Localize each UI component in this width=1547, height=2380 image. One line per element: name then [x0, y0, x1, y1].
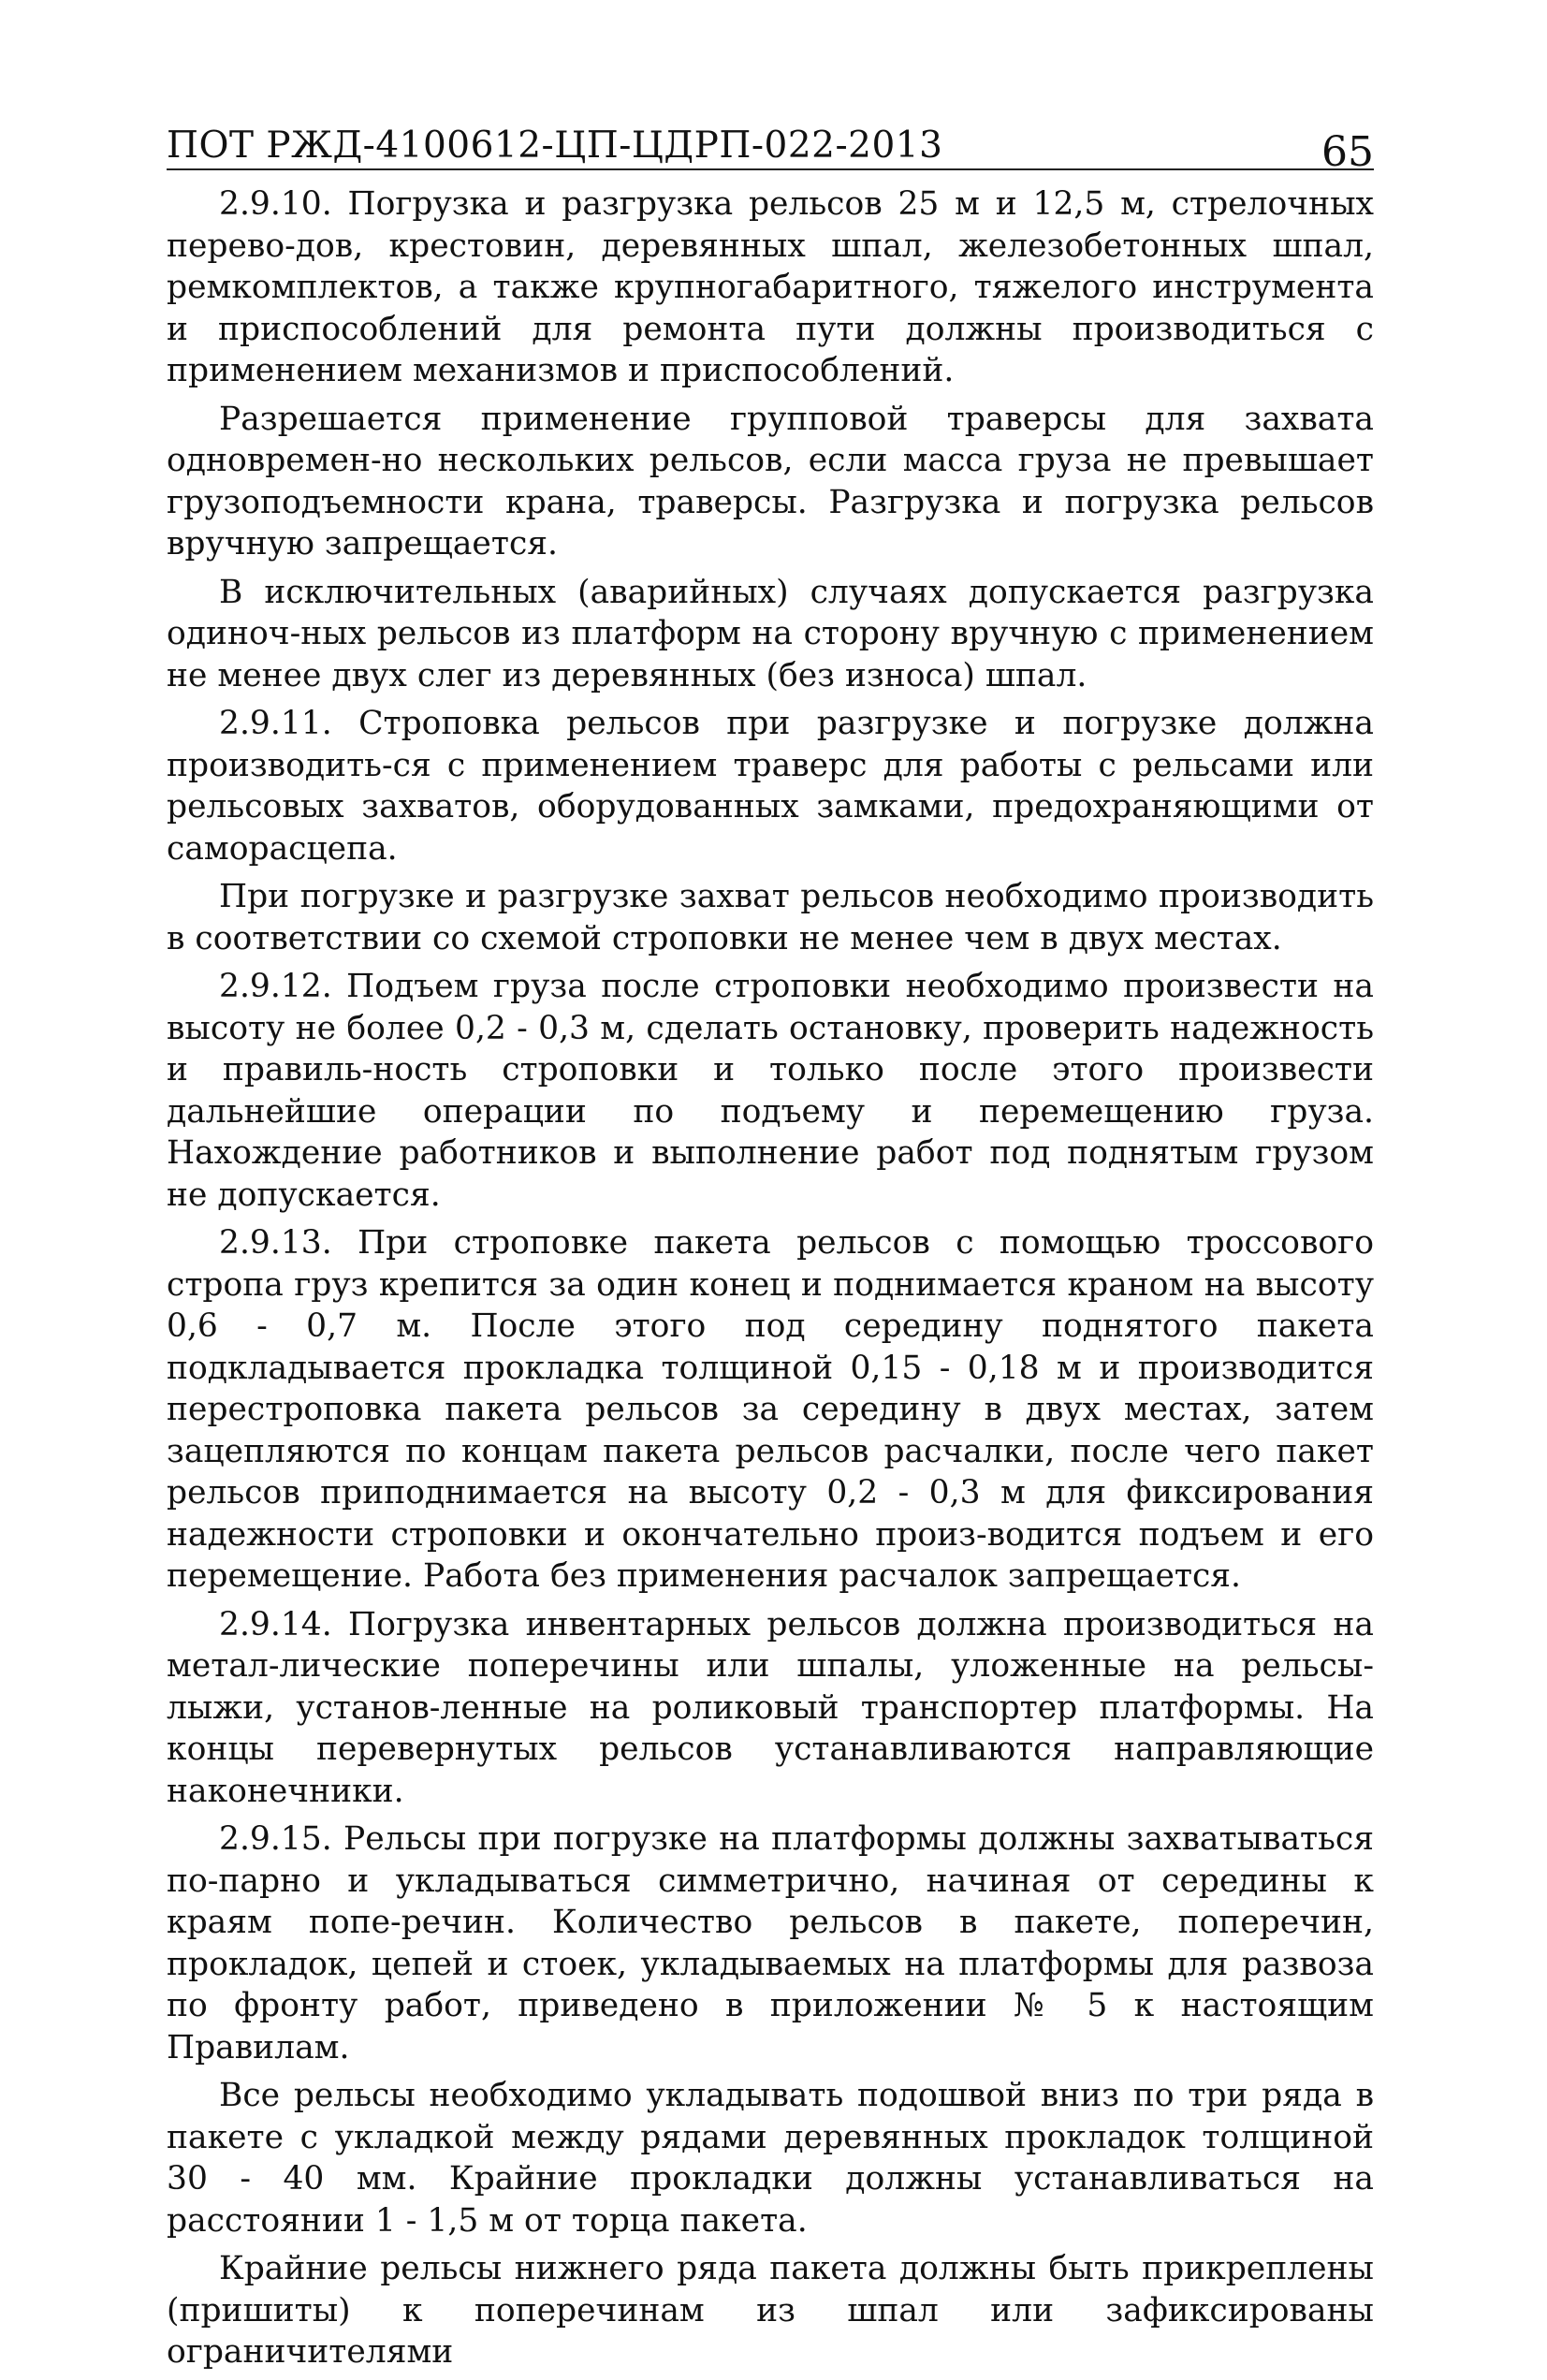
paragraph-2-9-13: 2.9.13. При строповке пакета рельсов с помощью троссового стропа груз крепится за один конец и поднимается краном на высоту 0,6 - 0,7 м. После этого под середину поднятого пакета подкладывается прокладка толщиной 0,15 - 0,18 м и производится перестроповка пакета рельсов за середину в двух местах, затем зацепляются по концам пакета рельсов расчалки, после чего пакет рельсов приподнимается на высоту 0,2 - 0,3 м для фиксирования надежности строповки и окончательно произ-водится подъем и его перемещение. Работа без применения расчалок запрещается.: [167, 1224, 1374, 1595]
document-body: [167, 183, 1374, 2373]
paragraph-emergency-unloading: В исключительных (аварийных) случаях допускается разгрузка одиноч-ных рельсов из платформ на сторону вручную с применением не менее двух слег из деревянных (без износа) шпал.: [167, 573, 1374, 694]
page-header: [167, 110, 1374, 176]
paragraph-rail-grip: При погрузке и разгрузке захват рельсов необходимо производить в соответствии со схемой строповки не менее чем в двух местах.: [167, 878, 1374, 957]
page-number: 65: [1321, 128, 1374, 176]
document-page: [167, 110, 1374, 2380]
paragraph-2-9-12: 2.9.12. Подъем груза после строповки необходимо произвести на высоту не более 0,2 - 0,3 м, сделать остановку, проверить надежность и правиль-ность строповки и только после этого произвести дальнейшие операции по подъему и перемещению груза. Нахождение работников и выполнение работ под поднятым грузом не допускается.: [167, 968, 1374, 1214]
paragraph-2-9-15: 2.9.15. Рельсы при погрузке на платформы должны захватываться по-парно и укладываться симметрично, начиная от середины к краям попе-речин. Количество рельсов в пакете, поперечин, прокладок, цепей и стоек, укладываемых на платформы для развоза по фронту работ, приведено в приложении № 5 к настоящим Правилам.: [167, 1820, 1374, 2066]
document-code: ПОТ РЖД-4100612-ЦП-ЦДРП-022-2013: [167, 124, 943, 167]
paragraph-2-9-11: 2.9.11. Строповка рельсов при разгрузке и погрузке должна производить-ся с применением траверс для работы с рельсами или рельсовых захватов, оборудованных замками, предохраняющими от саморасцепа.: [167, 705, 1374, 868]
paragraph-rail-stacking: Все рельсы необходимо укладывать подошвой вниз по три ряда в пакете с укладкой между рядами деревянных прокладок толщиной 30 - 40 мм. Крайние прокладки должны устанавливаться на расстоянии 1 - 1,5 м от торца пакета.: [167, 2077, 1374, 2240]
paragraph-2-9-10: 2.9.10. Погрузка и разгрузка рельсов 25 м и 12,5 м, стрелочных перево-дов, крестовин, деревянных шпал, железобетонных шпал, ремкомплектов, а также крупногабаритного, тяжелого инструмента и приспособлений для ремонта пути должны производиться с применением механизмов и приспособлений.: [167, 185, 1374, 389]
paragraph-2-9-14: 2.9.14. Погрузка инвентарных рельсов должна производиться на метал-лические поперечины или шпалы, уложенные на рельсы-лыжи, установ-ленные на роликовый транспортер платформы. На концы перевернутых рельсов устанавливаются направляющие наконечники.: [167, 1605, 1374, 1810]
paragraph-bottom-row-fixing: Крайние рельсы нижнего ряда пакета должны быть прикреплены (пришиты) к поперечинам из шпал или зафиксированы ограничителями: [167, 2250, 1374, 2371]
paragraph-group-traverse: Разрешается применение групповой траверсы для захвата одновремен-но нескольких рельсов, если масса груза не превышает грузоподъемности крана, траверсы. Разгрузка и погрузка рельсов вручную запрещается.: [167, 400, 1374, 562]
